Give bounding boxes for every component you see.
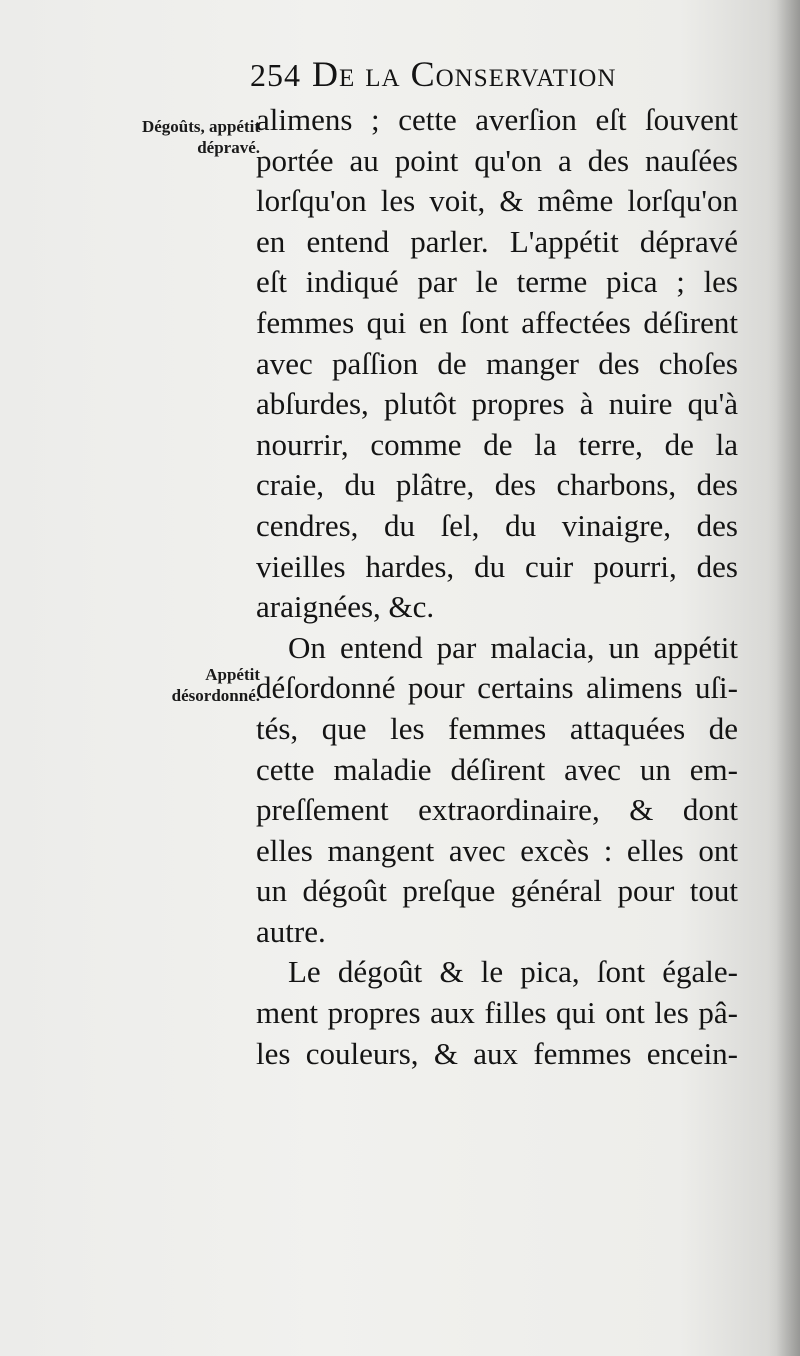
text-line: cette maladie déſirent avec un em- [256, 751, 738, 787]
text-line: elles mangent avec excès : elles ont [256, 832, 738, 868]
text-line: eſt indiqué par le terme pica ; les [256, 264, 738, 300]
text-line: preſſement extraordinaire, & dont [256, 792, 738, 828]
margin-note-disgust: Dégoûts, appétit dépravé. [141, 117, 260, 157]
text-line: On entend par malacia, un appétit [288, 629, 738, 665]
text-line: craie, du plâtre, des charbons, des [256, 467, 738, 503]
text-line: déſordonné pour certains alimens uſi- [256, 670, 738, 706]
text-line: en entend parler. L'appétit dépravé [256, 223, 738, 259]
body-text [256, 100, 738, 1074]
text-line: cendres, du ſel, du vinaigre, des [256, 507, 738, 543]
text-line: ment propres aux filles qui ont les pâ- [256, 995, 738, 1031]
text-line: tés, que les femmes attaquées de [256, 710, 738, 746]
margin-note-disordered-appetite: Appétit désordonné. [171, 665, 260, 705]
text-line: un dégoût preſque général pour tout [256, 873, 738, 909]
text-line: abſurdes, plutôt propres à nuire qu'à [256, 386, 738, 422]
text-line: nourrir, comme de la terre, de la [256, 426, 738, 462]
text-line: portée au point qu'on a des nauſées [256, 142, 738, 178]
text-line: lorſqu'on les voit, & même lorſqu'on [256, 183, 738, 219]
page-number: 254 [250, 57, 301, 93]
page-header [250, 44, 670, 104]
text-line: femmes qui en ſont affectées déſirent [256, 304, 738, 340]
text-line: araignées, &c. [256, 589, 435, 625]
text-line: autre. [256, 913, 326, 949]
page-edge-shadow [776, 0, 800, 1356]
text-line: alimens ; cette averſion eſt ſouvent [256, 102, 738, 137]
running-title: De la Conservation [312, 54, 617, 94]
text-line: avec paſſion de manger des choſes [256, 345, 738, 381]
text-line: vieilles hardes, du cuir pourri, des [256, 548, 738, 584]
text-line: Le dégoût & le pica, ſont égale- [288, 954, 738, 990]
text-line: les couleurs, & aux femmes encein- [256, 1035, 738, 1071]
